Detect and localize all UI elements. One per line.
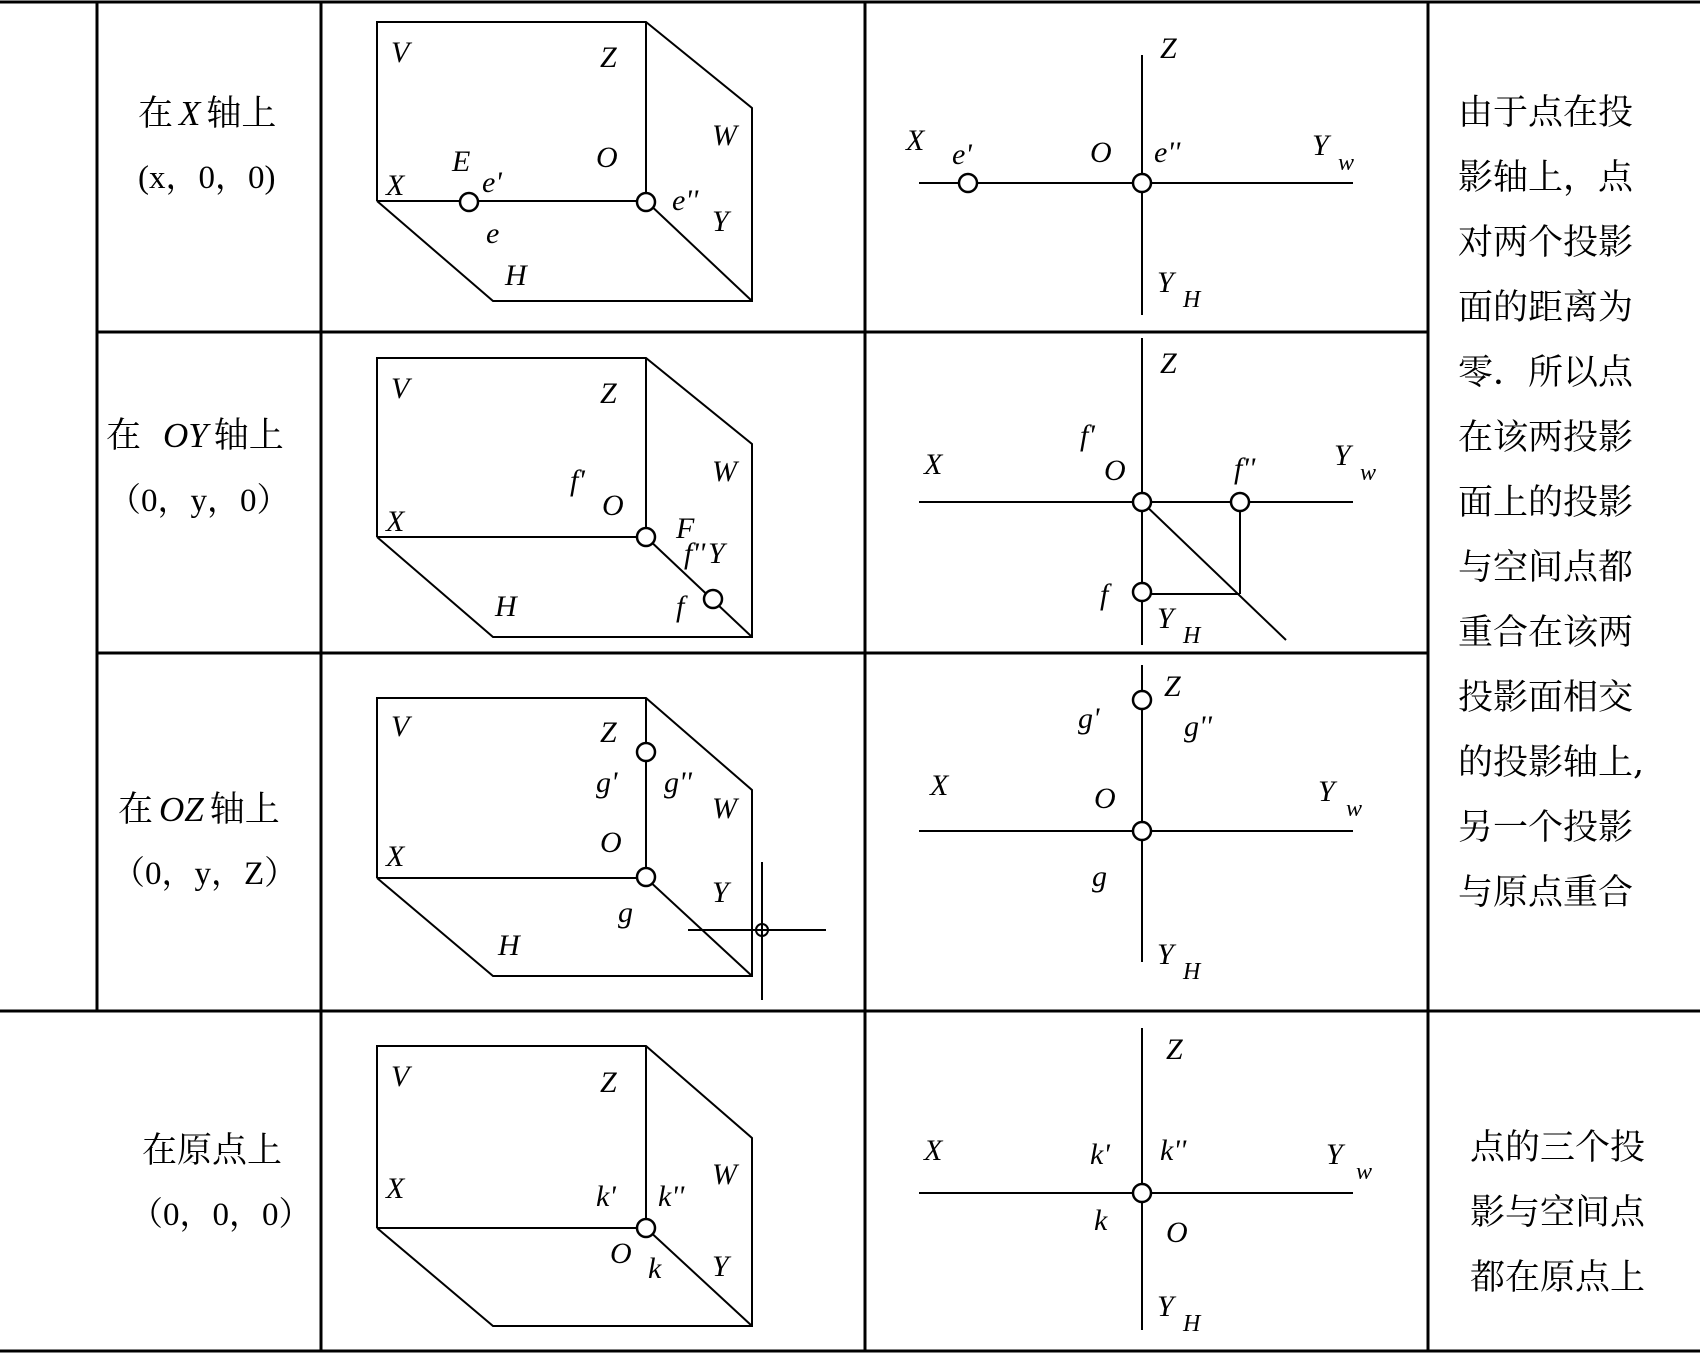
svg-text:另一个投影: 另一个投影	[1458, 808, 1634, 848]
svg-text:在OZ轴上: 在 OZ 轴上	[118, 790, 280, 830]
svg-text:w: w	[1356, 1159, 1373, 1185]
svg-text:k': k'	[1090, 1138, 1110, 1171]
svg-text:W: W	[712, 1158, 737, 1191]
svg-text:H: H	[1183, 287, 1201, 313]
svg-text:Z: Z	[1160, 32, 1177, 65]
svg-text:O: O	[1104, 454, 1126, 487]
svg-text:g': g'	[1078, 702, 1100, 735]
svg-text:Y: Y	[1157, 602, 1174, 635]
svg-text:X: X	[930, 769, 949, 802]
svg-text:O: O	[596, 141, 618, 174]
svg-text:Y: Y	[712, 1250, 729, 1283]
svg-text:点的三个投: 点的三个投	[1470, 1128, 1646, 1168]
svg-text:X: X	[386, 505, 405, 538]
svg-text:在X轴上: 在 X 轴上	[138, 94, 277, 134]
row-oy-axis	[106, 338, 1376, 649]
svg-text:w: w	[1360, 460, 1377, 486]
row-origin	[130, 1028, 1372, 1337]
svg-text:e'': e''	[672, 184, 699, 217]
svg-text:g'': g''	[664, 766, 692, 799]
svg-text:Y: Y	[1157, 266, 1174, 299]
svg-text:f'': f''	[1234, 452, 1256, 485]
svg-text:g'': g''	[1184, 710, 1212, 743]
svg-text:f': f'	[570, 464, 585, 497]
svg-text:O: O	[610, 1237, 632, 1270]
svg-text:X: X	[924, 1134, 943, 1167]
box-diagram	[377, 1046, 752, 1326]
position-label	[130, 1131, 312, 1233]
svg-text:E: E	[452, 145, 471, 178]
svg-text:e'': e''	[1154, 136, 1181, 169]
svg-text:X: X	[386, 1172, 405, 1205]
svg-text:k': k'	[596, 1180, 616, 1213]
svg-text:对两个投影: 对两个投影	[1458, 223, 1634, 263]
position-label	[112, 790, 297, 892]
svg-text:W: W	[712, 119, 737, 152]
svg-text:面上的投影: 面上的投影	[1458, 483, 1634, 523]
explanation-axis-points	[1458, 93, 1644, 913]
svg-text:X: X	[386, 840, 405, 873]
svg-text:Y: Y	[712, 205, 729, 238]
svg-text:H: H	[495, 590, 517, 623]
svg-text:X: X	[924, 448, 943, 481]
svg-text:影与空间点: 影与空间点	[1470, 1193, 1646, 1233]
svg-text:V: V	[391, 372, 410, 405]
svg-text:W: W	[712, 455, 737, 488]
svg-text:w: w	[1346, 796, 1363, 822]
svg-text:F: F	[676, 512, 695, 545]
svg-text:k: k	[1094, 1204, 1108, 1237]
svg-text:在该两投影: 在该两投影	[1458, 418, 1634, 458]
svg-text:O: O	[602, 489, 624, 522]
projection-diagram	[919, 338, 1376, 649]
svg-text:由于点在投: 由于点在投	[1458, 93, 1634, 133]
box-diagram	[377, 358, 752, 637]
svg-text:Y: Y	[1318, 775, 1335, 808]
projection-diagram	[919, 1028, 1372, 1337]
svg-text:V: V	[391, 1060, 410, 1093]
svg-text:与空间点都: 与空间点都	[1458, 548, 1634, 588]
box-diagram	[377, 698, 826, 1000]
coords-label: (x，0，0)	[138, 160, 276, 196]
svg-text:面的距离为: 面的距离为	[1458, 288, 1634, 328]
svg-text:Z: Z	[600, 377, 617, 410]
svg-text:e': e'	[952, 138, 972, 171]
svg-text:e: e	[486, 217, 500, 250]
svg-text:的投影轴上,: 的投影轴上,	[1458, 743, 1645, 783]
svg-text:Y: Y	[1334, 439, 1351, 472]
svg-text:V: V	[391, 710, 410, 743]
svg-text:Y: Y	[708, 537, 725, 570]
svg-text:在OY轴上: 在 OY 轴上	[106, 416, 284, 456]
coords-label: （0，y，0）	[108, 483, 290, 519]
svg-text:Y: Y	[1312, 129, 1329, 162]
svg-text:X: X	[386, 169, 405, 202]
svg-text:O: O	[1090, 136, 1112, 169]
svg-text:Z: Z	[600, 716, 617, 749]
svg-text:e': e'	[482, 166, 502, 199]
svg-text:k'': k''	[1160, 1134, 1187, 1167]
svg-text:O: O	[600, 826, 622, 859]
coords-label: （0，y，Z）	[112, 856, 298, 892]
svg-text:w: w	[1338, 150, 1355, 176]
svg-text:H: H	[1183, 1311, 1201, 1337]
svg-text:f: f	[1100, 578, 1109, 611]
svg-text:Y: Y	[712, 876, 729, 909]
box-diagram	[377, 22, 752, 301]
svg-text:V: V	[391, 36, 410, 69]
svg-text:f'': f''	[684, 537, 706, 570]
svg-text:与原点重合: 与原点重合	[1458, 873, 1634, 913]
svg-text:Z: Z	[1164, 670, 1181, 703]
svg-text:影轴上，点: 影轴上，点	[1458, 158, 1634, 198]
svg-text:O: O	[1094, 782, 1116, 815]
svg-text:H: H	[505, 259, 527, 292]
svg-text:Z: Z	[600, 41, 617, 74]
svg-text:g: g	[618, 896, 633, 929]
position-label	[138, 94, 276, 196]
svg-text:X: X	[906, 124, 925, 157]
svg-text:g: g	[1092, 860, 1107, 893]
svg-text:k: k	[648, 1252, 662, 1285]
svg-text:Z: Z	[600, 1066, 617, 1099]
svg-text:零．所以点: 零．所以点	[1458, 353, 1634, 393]
svg-text:f: f	[676, 590, 685, 623]
svg-text:Y: Y	[1326, 1138, 1343, 1171]
svg-text:O: O	[1166, 1216, 1188, 1249]
svg-text:投影面相交: 投影面相交	[1458, 678, 1634, 718]
projection-diagram	[919, 665, 1362, 985]
coords-label: （0，0，0）	[130, 1197, 312, 1233]
svg-text:f': f'	[1080, 419, 1095, 452]
svg-text:H: H	[1183, 959, 1201, 985]
explanation-origin-point	[1470, 1128, 1646, 1298]
svg-text:在原点上: 在原点上	[142, 1131, 283, 1171]
svg-text:重合在该两: 重合在该两	[1458, 613, 1634, 653]
projection-diagram	[905, 32, 1354, 315]
svg-text:Z: Z	[1160, 347, 1177, 380]
svg-text:Y: Y	[1157, 1290, 1174, 1323]
svg-text:H: H	[1183, 623, 1201, 649]
svg-text:H: H	[498, 929, 520, 962]
svg-text:g': g'	[596, 766, 618, 799]
svg-text:Y: Y	[1157, 938, 1174, 971]
position-label	[106, 416, 290, 519]
svg-text:W: W	[712, 792, 737, 825]
svg-text:Z: Z	[1166, 1033, 1183, 1066]
svg-text:k'': k''	[658, 1180, 685, 1213]
row-oz-axis	[112, 665, 1362, 1000]
svg-text:都在原点上: 都在原点上	[1470, 1258, 1646, 1298]
